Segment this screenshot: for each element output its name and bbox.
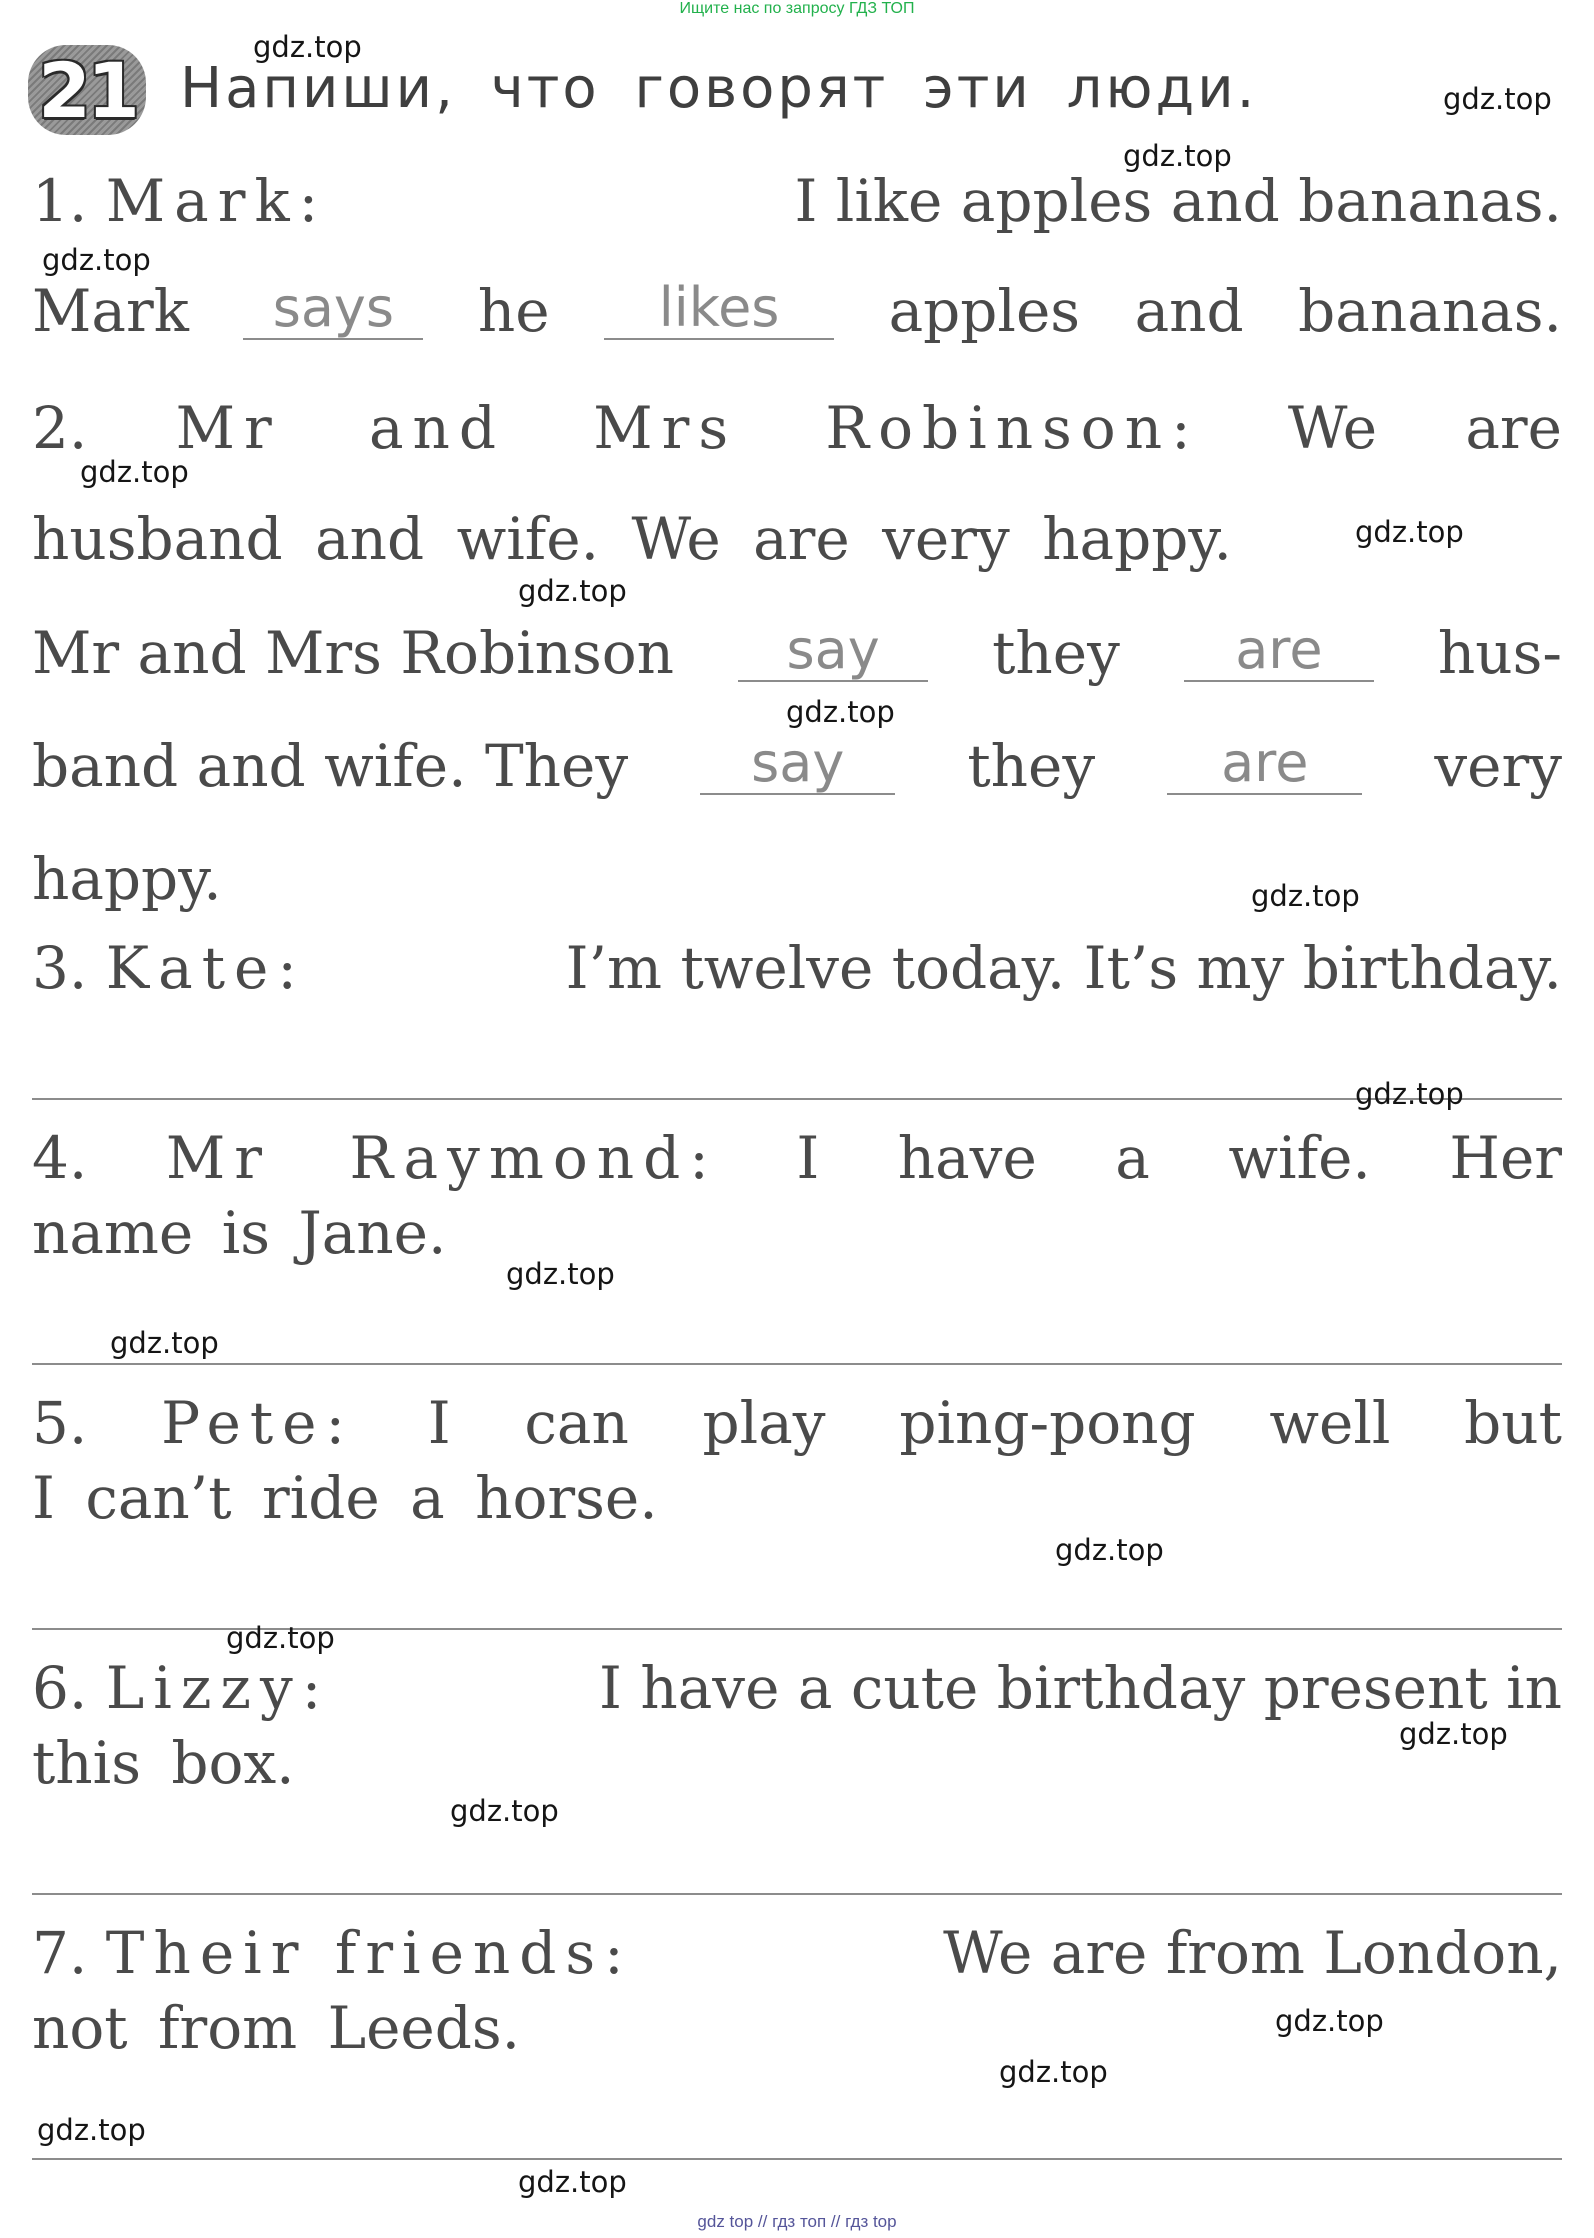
watermark: gdz.top — [1055, 1533, 1164, 1567]
answer-blank[interactable]: says — [243, 278, 423, 340]
watermark: gdz.top — [1123, 139, 1232, 173]
watermark: gdz.top — [450, 1794, 559, 1828]
quote-text: We are from London, — [943, 1919, 1562, 1987]
quote-text: I like apples and bananas. — [794, 167, 1562, 235]
item-number: 5. — [32, 1389, 88, 1457]
answer-line-7[interactable] — [32, 2158, 1562, 2160]
item-7-quote — [32, 1920, 1562, 1986]
watermark: gdz.top — [506, 1257, 615, 1291]
answer-line-6[interactable] — [32, 1893, 1562, 1895]
watermark: gdz.top — [80, 455, 189, 489]
item-4-quote: 4. Mr Raymond: I have a wife. Her — [32, 1124, 1562, 1192]
speaker: Mark: — [105, 167, 328, 235]
answer-line-4[interactable] — [32, 1363, 1562, 1365]
item-number: 7. — [32, 1919, 88, 1987]
item-6-quote-line2: this box. — [32, 1729, 295, 1797]
answer-blank[interactable]: likes — [604, 278, 834, 340]
speaker: Lizzy: — [105, 1654, 331, 1722]
watermark: gdz.top — [110, 1326, 219, 1360]
item-5-quote: 5. Pete: I can play ping-pong well but — [32, 1389, 1562, 1457]
watermark: gdz.top — [1251, 879, 1360, 913]
answer-blank[interactable]: say — [700, 733, 895, 795]
watermark: gdz.top — [226, 1621, 335, 1655]
watermark: gdz.top — [42, 243, 151, 277]
item-number: 1. — [32, 167, 88, 235]
watermark: gdz.top — [37, 2113, 146, 2147]
item-2-quote-line2: husband and wife. We are very happy. — [32, 505, 1232, 573]
answer-blank[interactable]: are — [1167, 733, 1362, 795]
top-banner: Ищите нас по запросу ГДЗ ТОП — [679, 0, 915, 17]
item-4-quote-line2: name is Jane. — [32, 1199, 447, 1267]
quote-text: I have a cute birthday present in — [599, 1654, 1562, 1722]
item-2-quote: 2. Mr and Mrs Robinson: We are — [32, 394, 1562, 462]
item-5-quote-line2: I can’t ride a horse. — [32, 1464, 658, 1532]
item-1-answer: Mark says he likes apples and bananas. — [32, 276, 1562, 345]
watermark: gdz.top — [1443, 82, 1552, 116]
watermark: gdz.top — [1399, 1717, 1508, 1751]
exercise-number-badge — [28, 45, 146, 135]
answer-blank[interactable]: say — [738, 620, 928, 682]
watermark: gdz.top — [1275, 2004, 1384, 2038]
watermark: gdz.top — [999, 2055, 1108, 2089]
item-2-answer-line3: happy. — [32, 845, 222, 913]
speaker: Kate: — [105, 934, 306, 1002]
exercise-title: Напиши, что говорят эти люди. — [180, 56, 1258, 121]
item-1-quote — [32, 168, 1562, 234]
watermark: gdz.top — [786, 695, 895, 729]
item-7-quote-line2: not from Leeds. — [32, 1994, 521, 2062]
item-6-quote — [32, 1655, 1562, 1721]
footer-watermark: gdz top // гдз топ // гдз top — [697, 2212, 897, 2231]
exercise-number: 21 — [38, 45, 136, 135]
answer-line-3[interactable] — [32, 1098, 1562, 1100]
item-2-answer-line2: band and wife. They say they are very — [32, 731, 1562, 800]
quote-text: I’m twelve today. It’s my birthday. — [565, 934, 1562, 1002]
item-number: 2. — [32, 394, 88, 462]
item-number: 6. — [32, 1654, 88, 1722]
watermark: gdz.top — [1355, 1077, 1464, 1111]
watermark: gdz.top — [518, 2165, 627, 2199]
item-2-answer: Mr and Mrs Robinson say they are hus- — [32, 618, 1562, 687]
watermark: gdz.top — [253, 30, 362, 64]
watermark: gdz.top — [1355, 515, 1464, 549]
speaker: Their friends: — [105, 1919, 633, 1987]
answer-blank[interactable]: are — [1184, 620, 1374, 682]
item-number: 4. — [32, 1124, 88, 1192]
watermark: gdz.top — [518, 574, 627, 608]
item-number: 3. — [32, 934, 88, 1002]
item-3-quote — [32, 935, 1562, 1001]
